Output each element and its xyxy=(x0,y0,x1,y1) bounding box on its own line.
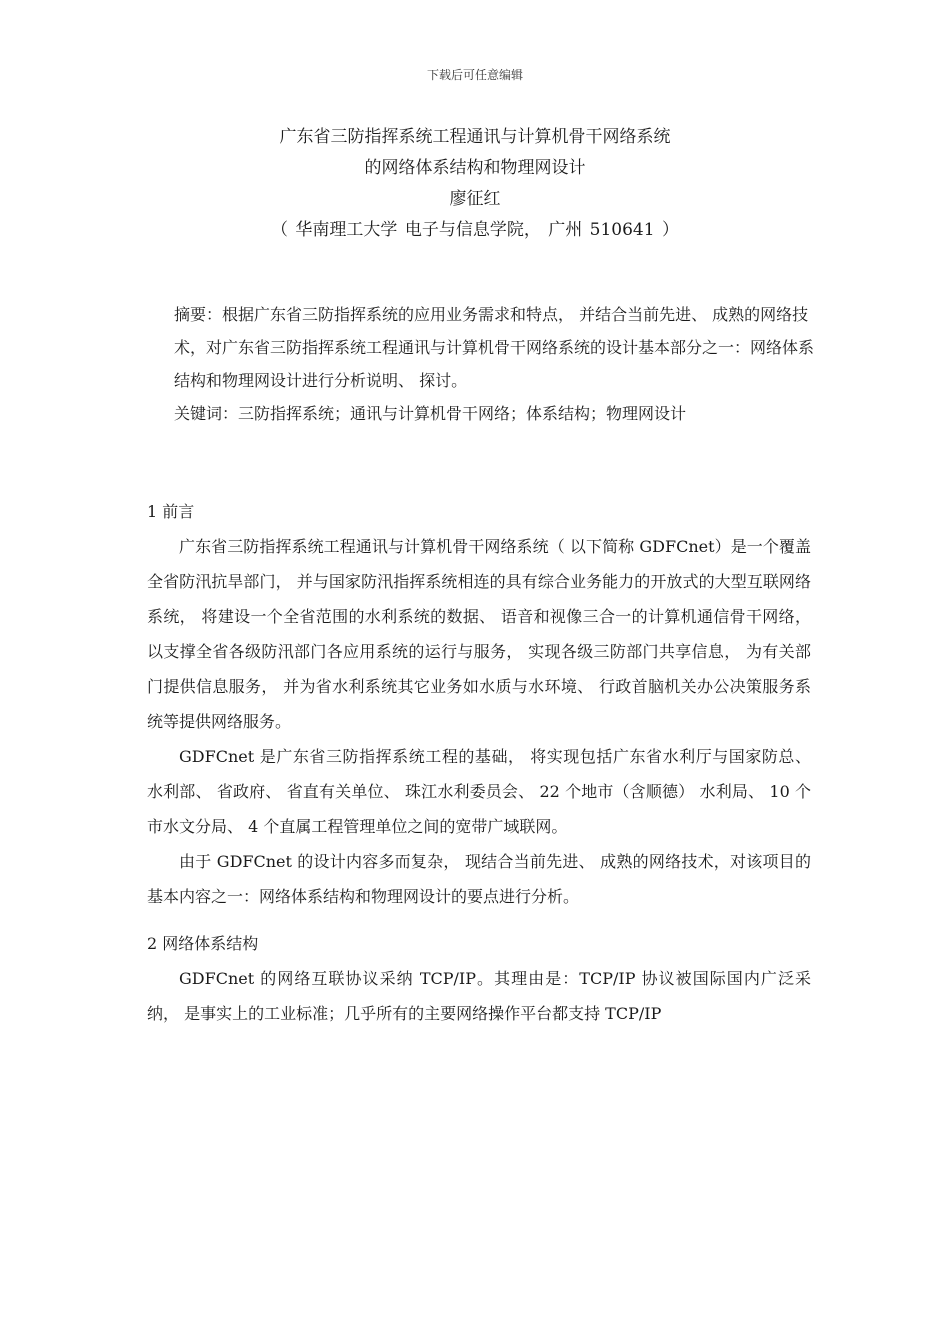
author: 廖征红 xyxy=(449,189,501,209)
title-block xyxy=(120,122,830,246)
keywords: 关键词：三防指挥系统；通讯与计算机骨干网络；体系结构；物理网设计 xyxy=(174,404,687,423)
abstract-text: 摘要：根据广东省三防指挥系统的应用业务需求和特点， 并结合当前先进、 成熟的网络技术，对广东省三防指挥系统工程通讯与计算机骨干网络系统的设计基本部分之一：网络体系结构和物理网设计进行分析说明、 探讨。 xyxy=(174,305,815,390)
section-heading: 1 前言 xyxy=(147,502,195,521)
paragraph: 广东省三防指挥系统工程通讯与计算机骨干网络系统（ 以下简称 GDFCnet）是一个覆盖全省防汛抗旱部门， 并与国家防汛指挥系统相连的具有综合业务能力的开放式的大型互联网络系统， 将建设一个全省范围的水利系统的数据、 语音和视像三合一的计算机通信骨干网络， 以支撑全省各级防汛部门各应用系统的运行与服务， 实现各级三防部门共享信息， 为有关部门提供信息服务， 并为省水利系统其它业务如水质与水环境、 行政首脑机关办公决策服务系统等提供网络服务。 xyxy=(147,537,811,731)
paragraph: 由于 GDFCnet 的设计内容多而复杂， 现结合当前先进、 成熟的网络技术，对该项目的基本内容之一：网络体系结构和物理网设计的要点进行分析。 xyxy=(147,852,811,906)
paragraph: GDFCnet 是广东省三防指挥系统工程的基础， 将实现包括广东省水利厅与国家防总、 水利部、 省政府、 省直有关单位、 珠江水利委员会、 22 个地市（含顺德） 水利局、 10 个市水文分局、 4 个直属工程管理单位之间的宽带广域联网。 xyxy=(147,747,811,836)
abstract-block xyxy=(174,298,814,430)
title-line-1: 广东省三防指挥系统工程通讯与计算机骨干网络系统 xyxy=(279,127,671,147)
paragraph: GDFCnet 的网络互联协议采纳 TCP/IP。其理由是：TCP/IP 协议被国际国内广泛采纳， 是事实上的工业标准；几乎所有的主要网络操作平台都支持 TCP/IP xyxy=(147,969,811,1023)
section-spacer xyxy=(147,914,811,926)
title-line-2: 的网络体系结构和物理网设计 xyxy=(364,158,586,178)
header-note: 下载后可任意编辑 xyxy=(426,68,523,82)
section-heading: 2 网络体系结构 xyxy=(147,934,259,953)
body-block xyxy=(147,494,811,1031)
affiliation: （ 华南理工大学 电子与信息学院， 广州 510641 ） xyxy=(271,220,679,240)
